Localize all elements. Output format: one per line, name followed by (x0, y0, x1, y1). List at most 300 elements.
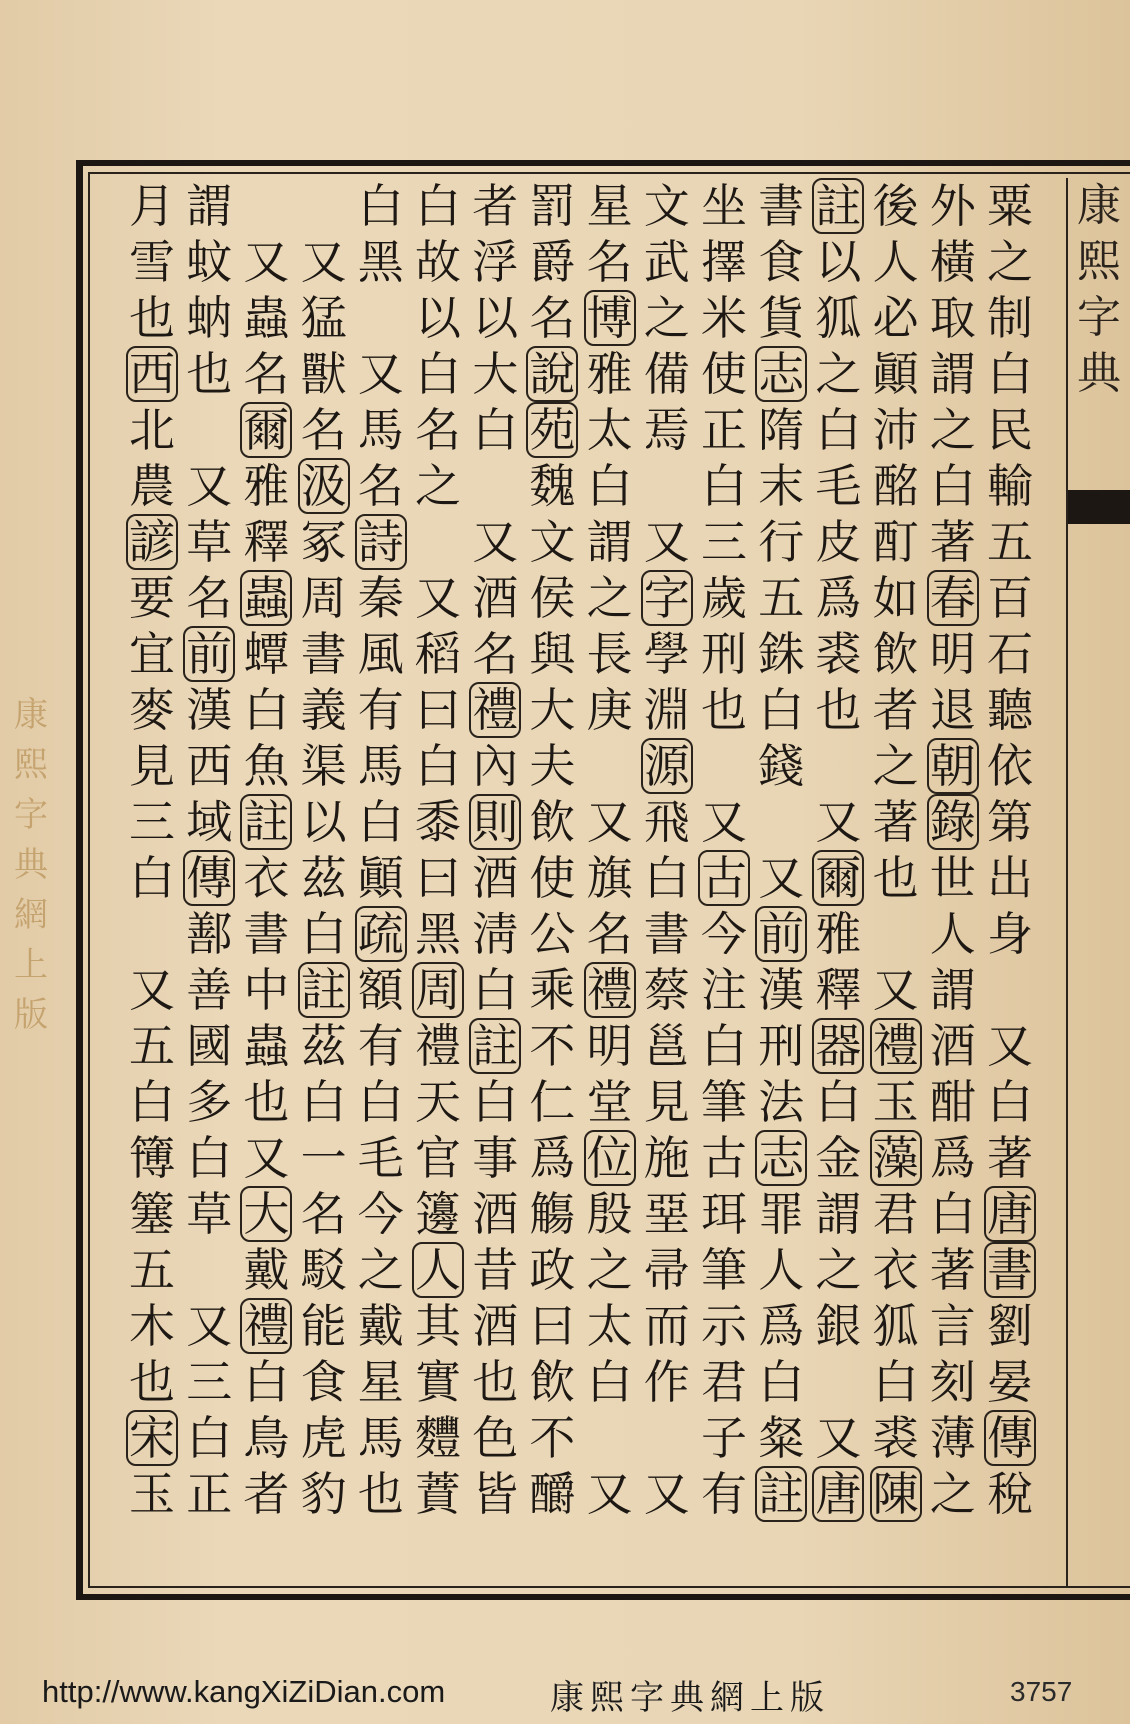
character: 曰 (529, 1299, 576, 1353)
character: 五 (129, 1019, 175, 1073)
character: 沛 (872, 403, 919, 457)
character: 白 (758, 1355, 805, 1409)
page-number: 3757 (1010, 1676, 1073, 1707)
character: 備 (643, 347, 690, 401)
annotated-character: 人 (412, 1242, 464, 1298)
character: 毛 (357, 1131, 404, 1185)
character: 劉 (987, 1299, 1033, 1353)
character: 言 (929, 1299, 976, 1353)
character: 風 (357, 627, 404, 681)
character: 酒 (929, 1019, 976, 1073)
character: 白 (357, 1075, 404, 1129)
character: 義 (300, 683, 347, 737)
character: 聽 (987, 683, 1033, 737)
character: 名 (586, 235, 633, 289)
character: 白 (357, 179, 404, 233)
character: 麥 (129, 683, 175, 737)
character: 蚊 (186, 235, 233, 289)
annotated-character: 蟲 (240, 570, 292, 626)
character: 白 (472, 1075, 519, 1129)
annotated-character: 春 (927, 570, 979, 626)
annotated-character: 陳 (870, 1466, 922, 1522)
character: 白 (243, 1355, 290, 1409)
character: 雅 (815, 907, 862, 961)
character: 筆 (701, 1075, 747, 1129)
annotated-character: 說 (526, 346, 578, 402)
side-label-character: 上 (14, 945, 48, 985)
character: 星 (586, 179, 633, 233)
character: 也 (815, 683, 862, 737)
character: 刑 (701, 627, 747, 681)
character: 觴 (529, 1187, 576, 1241)
character: 君 (701, 1355, 747, 1409)
character: 草 (186, 1187, 233, 1241)
annotated-character: 前 (183, 626, 235, 682)
character: 之 (815, 347, 862, 401)
character: 文 (643, 179, 690, 233)
character: 注 (701, 963, 747, 1017)
annotated-character: 諺 (126, 514, 178, 570)
character: 粟 (987, 179, 1033, 233)
character: 末 (758, 459, 805, 513)
character: 善 (186, 963, 233, 1017)
character: 行 (758, 515, 805, 569)
character: 制 (987, 291, 1033, 345)
character: 又 (643, 515, 690, 569)
character: 也 (701, 683, 747, 737)
character: 西 (186, 739, 233, 793)
character: 又 (243, 1131, 290, 1185)
annotated-character: 博 (584, 290, 636, 346)
character: 著 (872, 795, 919, 849)
character: 人 (872, 235, 919, 289)
annotated-character: 唐 (812, 1466, 864, 1522)
character: 一 (300, 1131, 347, 1185)
character: 白 (357, 795, 404, 849)
annotated-character: 西 (126, 346, 178, 402)
character: 殷 (586, 1187, 633, 1241)
text-column (408, 178, 468, 1588)
character: 也 (357, 1467, 404, 1521)
side-label-character: 熙 (14, 745, 48, 785)
character: 蟫 (243, 627, 290, 681)
character: 見 (129, 739, 175, 793)
character: 蔡 (643, 963, 690, 1017)
character: 籩 (415, 1187, 461, 1241)
character: 茲 (300, 851, 347, 905)
character: 雅 (243, 459, 290, 513)
character: 蟲 (243, 291, 290, 345)
annotated-character: 註 (240, 794, 292, 850)
character: 與 (529, 627, 576, 681)
character: 夫 (529, 739, 576, 793)
annotated-character: 禮 (469, 682, 521, 738)
text-column (694, 178, 754, 1588)
character: 而 (643, 1299, 690, 1353)
character: 明 (929, 627, 976, 681)
annotated-character: 汲 (298, 458, 350, 514)
character: 如 (872, 571, 919, 625)
character: 以 (415, 291, 461, 345)
character: 也 (872, 851, 919, 905)
character: 白 (300, 907, 347, 961)
character: 酩 (872, 459, 919, 513)
character: 又 (815, 1411, 862, 1465)
character: 侯 (529, 571, 576, 625)
character: 酒 (472, 1187, 519, 1241)
character: 書 (758, 179, 805, 233)
character: 輸 (987, 459, 1033, 513)
character: 人 (758, 1243, 805, 1297)
character: 魚 (243, 739, 290, 793)
character: 淵 (643, 683, 690, 737)
character: 謂 (929, 347, 976, 401)
character: 雪 (129, 235, 175, 289)
character: 狐 (815, 291, 862, 345)
character: 茲 (300, 1019, 347, 1073)
annotated-character: 位 (584, 1130, 636, 1186)
character: 以 (300, 795, 347, 849)
character: 薄 (929, 1411, 976, 1465)
character: 明 (586, 1019, 633, 1073)
annotated-character: 前 (755, 906, 807, 962)
character: 堊 (643, 1187, 690, 1241)
side-label-character: 字 (14, 795, 48, 835)
character: 旗 (586, 851, 633, 905)
character: 白 (586, 459, 633, 513)
character: 施 (643, 1131, 690, 1185)
text-column (522, 178, 582, 1588)
character: 域 (186, 795, 233, 849)
character: 必 (872, 291, 919, 345)
character: 皮 (815, 515, 862, 569)
character: 法 (758, 1075, 805, 1129)
side-label-character: 網 (14, 895, 48, 935)
annotated-character: 宋 (126, 1410, 178, 1466)
annotated-character: 註 (469, 1018, 521, 1074)
character: 實 (415, 1355, 461, 1409)
character: 焉 (643, 403, 690, 457)
character: 民 (987, 403, 1033, 457)
character: 爲 (929, 1131, 976, 1185)
character: 秦 (357, 571, 404, 625)
character: 晏 (987, 1355, 1033, 1409)
character: 又 (815, 795, 862, 849)
character: 珥 (701, 1187, 747, 1241)
character: 取 (929, 291, 976, 345)
character: 昔 (472, 1243, 519, 1297)
character: 身 (987, 907, 1033, 961)
character: 又 (129, 963, 175, 1017)
footer-title: 康熙字典網上版 (550, 1678, 830, 1718)
character: 之 (357, 1243, 404, 1297)
annotated-character: 禮 (870, 1018, 922, 1074)
annotated-character: 爾 (812, 850, 864, 906)
character: 名 (415, 403, 461, 457)
character: 白 (472, 963, 519, 1017)
character: 鳥 (243, 1411, 290, 1465)
character: 示 (701, 1299, 747, 1353)
character: 也 (129, 1355, 175, 1409)
character: 飲 (872, 627, 919, 681)
character: 簺 (129, 1187, 175, 1241)
annotated-character: 傳 (183, 850, 235, 906)
character: 三 (129, 795, 175, 849)
character: 橫 (929, 235, 976, 289)
character: 黑 (415, 907, 461, 961)
character: 有 (701, 1467, 747, 1521)
character: 淸 (472, 907, 519, 961)
character: 白 (987, 347, 1033, 401)
text-column (980, 178, 1040, 1588)
character: 爲 (758, 1299, 805, 1353)
character: 又 (758, 851, 805, 905)
character: 五 (758, 571, 805, 625)
character: 又 (300, 235, 347, 289)
character: 三 (186, 1355, 233, 1409)
text-column (637, 178, 697, 1588)
character: 酣 (929, 1075, 976, 1129)
character: 貨 (758, 291, 805, 345)
header-black-tab (1068, 490, 1130, 524)
character: 銀 (815, 1299, 862, 1353)
character: 北 (129, 403, 175, 457)
character: 蟲 (243, 1019, 290, 1073)
character: 飲 (529, 795, 576, 849)
character: 中 (243, 963, 290, 1017)
character: 釂 (529, 1467, 576, 1521)
character: 謂 (186, 179, 233, 233)
character: 獸 (300, 347, 347, 401)
character: 虎 (300, 1411, 347, 1465)
character: 刑 (758, 1019, 805, 1073)
character: 食 (300, 1355, 347, 1409)
character: 白 (701, 1019, 747, 1073)
character: 星 (357, 1355, 404, 1409)
character: 五 (129, 1243, 175, 1297)
character: 刻 (929, 1355, 976, 1409)
character: 名 (300, 1187, 347, 1241)
annotated-character: 書 (984, 1242, 1036, 1298)
character: 以 (815, 235, 862, 289)
character: 多 (186, 1075, 233, 1129)
character: 文 (529, 515, 576, 569)
character: 白 (643, 851, 690, 905)
character: 大 (472, 347, 519, 401)
annotated-character: 則 (469, 794, 521, 850)
character: 今 (701, 907, 747, 961)
character: 白 (186, 1411, 233, 1465)
annotated-character: 禮 (584, 962, 636, 1018)
character: 冢 (300, 515, 347, 569)
character: 浮 (472, 235, 519, 289)
character: 者 (872, 683, 919, 737)
character: 之 (872, 739, 919, 793)
character: 白 (243, 683, 290, 737)
character: 名 (186, 571, 233, 625)
character: 歲 (701, 571, 747, 625)
character: 額 (357, 963, 404, 1017)
annotated-character: 字 (641, 570, 693, 626)
character: 名 (357, 459, 404, 513)
character: 之 (815, 1243, 862, 1297)
character: 錢 (758, 739, 805, 793)
annotated-character: 周 (412, 962, 464, 1018)
character: 蚋 (186, 291, 233, 345)
annotated-character: 志 (755, 346, 807, 402)
character: 有 (357, 683, 404, 737)
character: 周 (300, 571, 347, 625)
character: 坐 (701, 179, 747, 233)
character: 白 (929, 1187, 976, 1241)
page-header (1066, 178, 1130, 1588)
character: 又 (643, 1467, 690, 1521)
character: 退 (929, 683, 976, 737)
character: 書 (643, 907, 690, 961)
character: 之 (987, 235, 1033, 289)
character: 書 (300, 627, 347, 681)
character: 今 (357, 1187, 404, 1241)
character: 學 (643, 627, 690, 681)
side-label-character: 康 (14, 695, 48, 735)
character: 又 (472, 515, 519, 569)
text-column (923, 178, 983, 1588)
character: 爲 (815, 571, 862, 625)
character: 帚 (643, 1243, 690, 1297)
character: 曰 (415, 851, 461, 905)
character: 雅 (586, 347, 633, 401)
text-column (465, 178, 525, 1588)
character: 世 (929, 851, 976, 905)
annotated-character: 註 (812, 178, 864, 234)
character: 擇 (701, 235, 747, 289)
character: 飲 (529, 1355, 576, 1409)
annotated-character: 志 (755, 1130, 807, 1186)
character: 白 (815, 403, 862, 457)
character: 名 (243, 347, 290, 401)
site-url-link[interactable]: http://www.kangXiZiDian.com (42, 1674, 446, 1709)
character: 黑 (357, 235, 404, 289)
character: 也 (472, 1355, 519, 1409)
character: 使 (701, 347, 747, 401)
text-column (351, 178, 411, 1588)
character: 也 (243, 1075, 290, 1129)
character: 農 (129, 459, 175, 513)
side-watermark-label (8, 690, 54, 1040)
character: 又 (586, 1467, 633, 1521)
annotated-character: 大 (240, 1186, 292, 1242)
character: 麷 (415, 1411, 461, 1465)
character: 邕 (643, 1019, 690, 1073)
character: 釋 (243, 515, 290, 569)
character: 不 (529, 1411, 576, 1465)
character: 正 (701, 403, 747, 457)
character: 其 (415, 1299, 461, 1353)
character: 白 (415, 739, 461, 793)
character: 者 (243, 1467, 290, 1521)
character: 色 (472, 1411, 519, 1465)
character: 白 (701, 459, 747, 513)
character: 禮 (415, 1019, 461, 1073)
character: 白 (415, 347, 461, 401)
character: 皆 (472, 1467, 519, 1521)
character: 之 (586, 1243, 633, 1297)
annotated-character: 詩 (355, 514, 407, 570)
character: 依 (987, 739, 1033, 793)
character: 白 (415, 179, 461, 233)
character: 有 (357, 1019, 404, 1073)
character: 之 (929, 1467, 976, 1521)
character: 又 (701, 795, 747, 849)
character: 白 (586, 1355, 633, 1409)
character: 鄯 (186, 907, 233, 961)
character: 又 (243, 235, 290, 289)
character: 石 (987, 627, 1033, 681)
character: 曰 (415, 683, 461, 737)
character: 白 (987, 1075, 1033, 1129)
text-column (179, 178, 239, 1588)
character: 武 (643, 235, 690, 289)
annotated-character: 苑 (526, 402, 578, 458)
character: 粲 (758, 1411, 805, 1465)
text-column (294, 178, 354, 1588)
character: 漢 (186, 683, 233, 737)
character: 之 (643, 291, 690, 345)
character: 故 (415, 235, 461, 289)
character: 簙 (129, 1131, 175, 1185)
character: 酒 (472, 1299, 519, 1353)
annotated-character: 錄 (927, 794, 979, 850)
character: 金 (815, 1131, 862, 1185)
side-label-character: 版 (14, 995, 48, 1035)
character: 白 (129, 1075, 175, 1129)
character: 正 (186, 1467, 233, 1521)
annotated-character: 註 (755, 1466, 807, 1522)
character: 著 (987, 1131, 1033, 1185)
character: 使 (529, 851, 576, 905)
character: 之 (415, 459, 461, 513)
annotated-character: 傳 (984, 1410, 1036, 1466)
annotated-character: 禮 (240, 1298, 292, 1354)
character: 白 (129, 851, 175, 905)
character: 魏 (529, 459, 576, 513)
annotated-character: 源 (641, 738, 693, 794)
character: 酊 (872, 515, 919, 569)
character: 名 (529, 291, 576, 345)
character: 罰 (529, 179, 576, 233)
character: 猛 (300, 291, 347, 345)
character: 豹 (300, 1467, 347, 1521)
character: 要 (129, 571, 175, 625)
character: 玉 (129, 1467, 175, 1521)
character: 後 (872, 179, 919, 233)
title-character: 典 (1077, 348, 1121, 399)
character: 駁 (300, 1243, 347, 1297)
character: 草 (186, 515, 233, 569)
text-column (808, 178, 868, 1588)
character: 著 (929, 1243, 976, 1297)
character: 大 (529, 683, 576, 737)
character: 罪 (758, 1187, 805, 1241)
character: 太 (586, 1299, 633, 1353)
character: 黍 (415, 795, 461, 849)
character: 之 (929, 403, 976, 457)
character: 漢 (758, 963, 805, 1017)
character: 出 (987, 851, 1033, 905)
character: 白 (300, 1075, 347, 1129)
character: 官 (415, 1131, 461, 1185)
text-column (751, 178, 811, 1588)
